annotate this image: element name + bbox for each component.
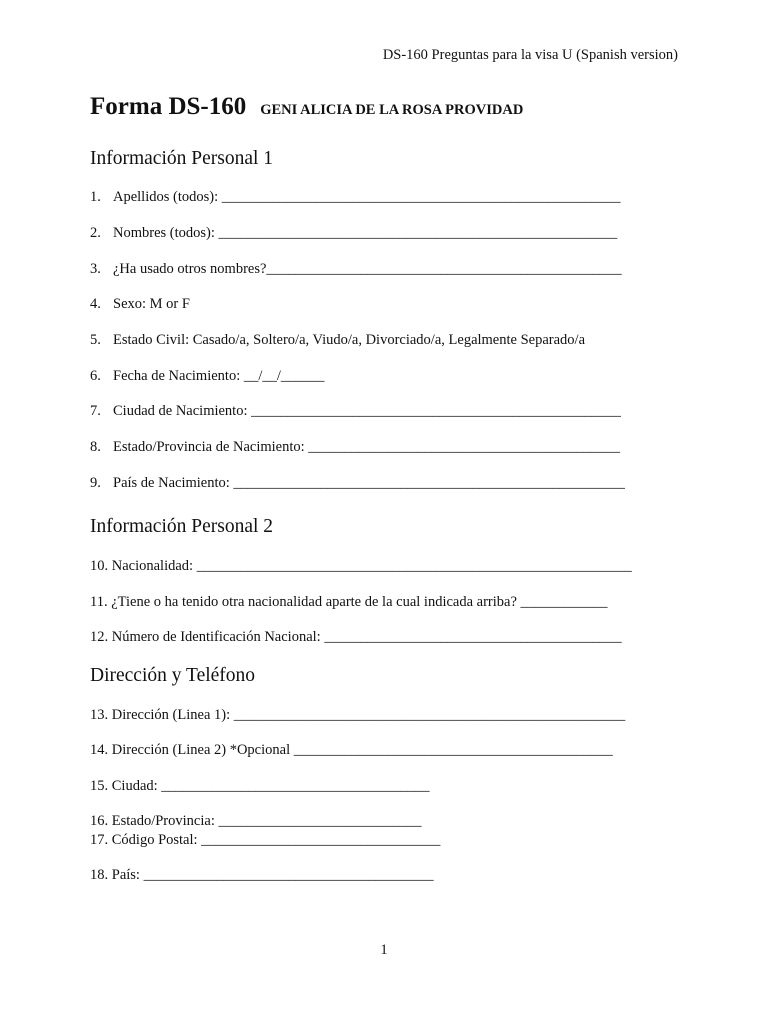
question-text: País de Nacimiento: ______________________________________________________ — [113, 475, 625, 491]
question-number: 14. — [90, 742, 109, 758]
question-4 — [90, 296, 190, 313]
question-text: Dirección (Linea 1): ______________________________________________________ — [111, 707, 626, 723]
question-16 — [90, 813, 421, 830]
question-number: 7. — [90, 403, 101, 419]
question-text: Número de Identificación Nacional: _________________________________________ — [111, 629, 622, 645]
question-13 — [90, 707, 625, 724]
question-text: Apellidos (todos): _______________________________________________________ — [113, 189, 621, 205]
question-text: País: ________________________________________ — [111, 867, 434, 883]
header-note: DS-160 Preguntas para la visa U (Spanish version) — [382, 47, 678, 63]
question-number: 16. — [90, 813, 109, 829]
question-6 — [90, 368, 324, 385]
question-text: Ciudad: _____________________________________ — [111, 778, 430, 794]
section-heading-personal-2: Información Personal 2 — [90, 516, 274, 537]
question-text: Fecha de Nacimiento: __/__/______ — [113, 368, 325, 384]
question-10 — [90, 558, 632, 575]
page-number: 1 — [380, 942, 388, 958]
question-text: Nacionalidad: ____________________________________________________________ — [111, 558, 632, 574]
question-11 — [90, 594, 608, 611]
question-15 — [90, 778, 430, 795]
form-title-main: Forma DS-160 — [90, 93, 247, 120]
question-2 — [90, 225, 617, 242]
question-number: 12. — [90, 629, 109, 645]
question-number: 8. — [90, 439, 101, 455]
question-text: Estado/Provincia de Nacimiento: ___________________________________________ — [113, 439, 621, 455]
question-text: Sexo: M or F — [113, 296, 190, 312]
section-heading-address: Dirección y Teléfono — [90, 665, 256, 686]
question-text: Dirección (Linea 2) *Opcional ____________________________________________ — [111, 742, 613, 758]
question-number: 2. — [90, 225, 101, 241]
question-number: 5. — [90, 332, 101, 348]
question-text: Estado/Provincia: ____________________________ — [111, 813, 422, 829]
question-18 — [90, 867, 434, 884]
question-number: 9. — [90, 475, 101, 491]
question-number: 18. — [90, 867, 109, 883]
form-title — [90, 93, 523, 121]
question-number: 3. — [90, 261, 101, 277]
question-text: Nombres (todos): _______________________________________________________ — [113, 225, 618, 241]
question-number: 10. — [90, 558, 109, 574]
question-9 — [90, 475, 625, 492]
question-text: Código Postal: _________________________________ — [111, 832, 441, 848]
question-number: 6. — [90, 368, 101, 384]
question-text: Ciudad de Nacimiento: ___________________________________________________ — [113, 403, 621, 419]
question-number: 11. — [90, 594, 108, 610]
section-heading-personal-1: Información Personal 1 — [90, 148, 274, 169]
question-5 — [90, 332, 585, 349]
question-number: 4. — [90, 296, 101, 312]
question-number: 1. — [90, 189, 101, 205]
applicant-name: GENI ALICIA DE LA ROSA PROVIDAD — [260, 102, 524, 118]
question-number: 13. — [90, 707, 109, 723]
question-17 — [90, 832, 440, 849]
question-14 — [90, 742, 613, 759]
question-number: 17. — [90, 832, 109, 848]
question-text: Estado Civil: Casado/a, Soltero/a, Viudo/a, Divorciado/a, Legalmente Separado/a — [113, 332, 586, 348]
question-1 — [90, 189, 621, 206]
question-12 — [90, 629, 622, 646]
question-number: 15. — [90, 778, 109, 794]
question-8 — [90, 439, 620, 456]
question-text: ¿Tiene o ha tenido otra nacionalidad aparte de la cual indicada arriba? ____________ — [111, 594, 608, 610]
question-3 — [90, 261, 622, 278]
question-7 — [90, 403, 621, 420]
question-text: ¿Ha usado otros nombres?_________________________________________________ — [113, 261, 622, 277]
